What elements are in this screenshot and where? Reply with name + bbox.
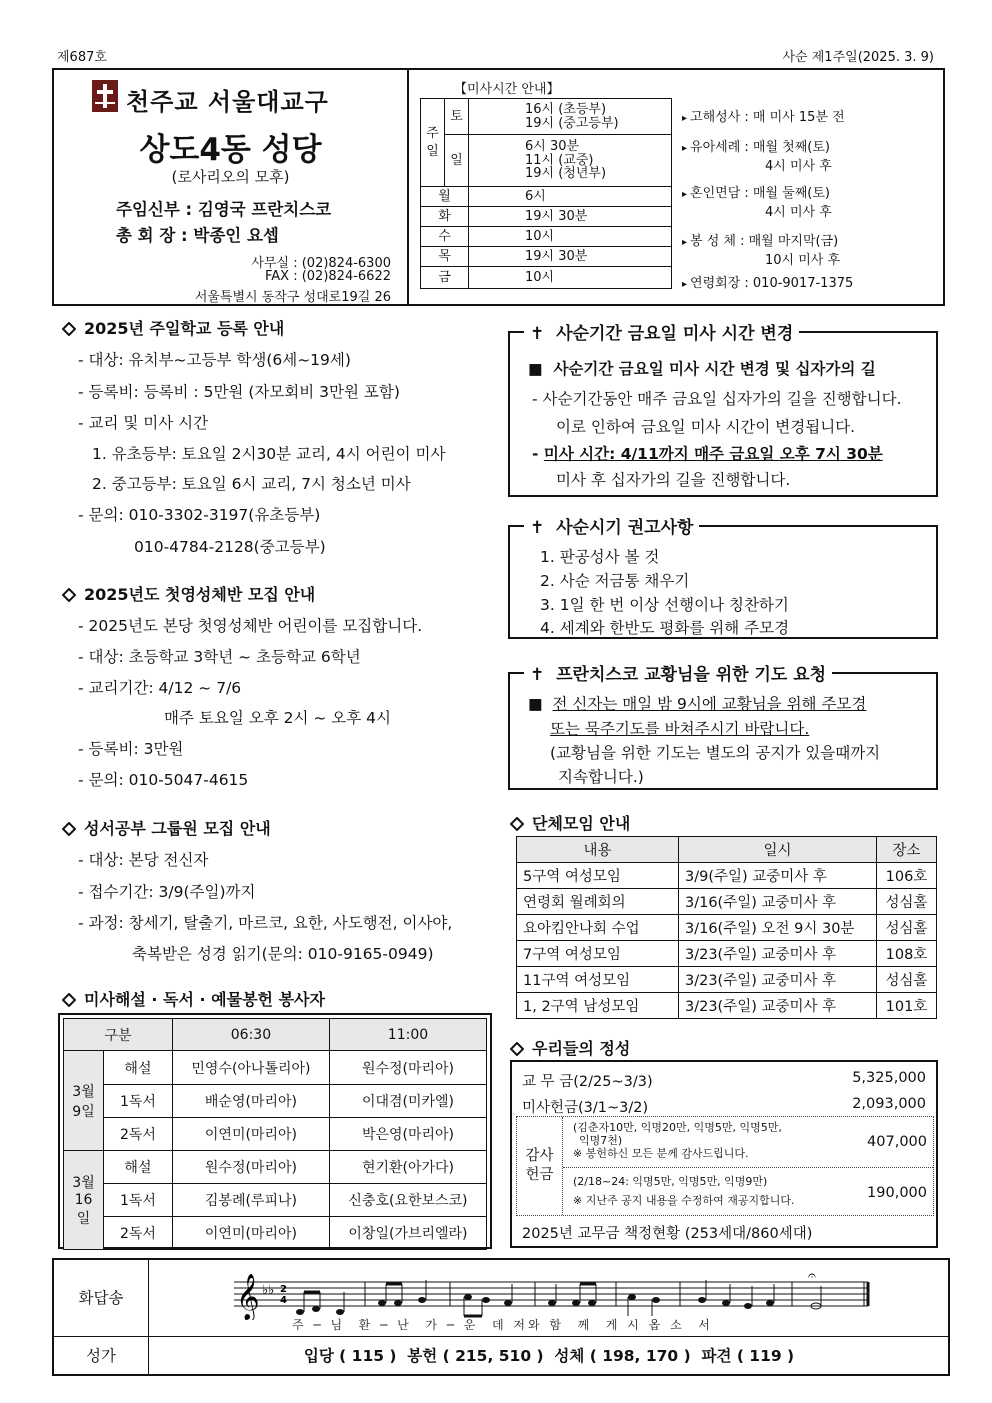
triangle-bullet-icon: ▸ [682, 237, 688, 248]
parish-name: 상도4동 성당 [139, 132, 322, 168]
diocese-logo [92, 80, 118, 112]
date-cell: 3월 16일 [64, 1151, 104, 1250]
lent-friday-box [508, 324, 938, 497]
thu-time: 19시 30분 [469, 247, 672, 267]
thanks-donors-2: (2/18~24: 익명5만, 익명5만, 익명9만) ※ 지난주 공지 내용을 수정하여 재공지합니다. [573, 1175, 795, 1207]
communion-visit-info: ▸ 봉 성 체 : 매월 마지막(금) 10시 미사 후 [682, 234, 841, 268]
psalm-label: 화답송 [78, 1289, 124, 1307]
table-row [517, 993, 937, 1019]
sunday-school-line: - 대상: 유치부~고등부 학생(6세~19세) [78, 351, 351, 369]
sun-times: 6시 30분 11시 (교중) 19시 (청년부) [469, 135, 672, 187]
sunday-school-line: - 등록비: 등록비 : 5만원 (자모회비 3만원 포함) [78, 383, 400, 401]
triangle-bullet-icon: ▸ [682, 279, 688, 290]
communion-line: - 문의: 010-5047-4615 [78, 771, 249, 789]
diamond-bullet-icon [62, 993, 76, 1007]
sunday-group-label: 주 일 [421, 99, 445, 187]
sun-label: 일 [445, 135, 469, 187]
group-time: 3/23(주일) 교중미사 후 [679, 941, 877, 967]
groups-table [516, 836, 937, 1019]
bible-study-title: 성서공부 그룹원 모집 안내 [62, 816, 271, 839]
lent-advice-item: 3. 1일 한 번 이상 선행이나 칭찬하기 [540, 596, 789, 614]
server-cell: 이창일(가브리엘라) [329, 1217, 486, 1250]
header-cell: 일시 [679, 837, 877, 863]
cross-icon: ✝ [530, 324, 545, 344]
group-name: 11구역 여성모임 [517, 967, 679, 993]
group-place: 106호 [877, 863, 937, 889]
group-name: 요아킴안나회 수업 [517, 915, 679, 941]
offering-amount: 5,325,000 [852, 1070, 926, 1086]
fri-time: 10시 [469, 267, 672, 289]
sunday-school-line: - 문의: 010-3302-3197(유초등부) [78, 506, 321, 524]
diamond-bullet-icon [62, 588, 76, 602]
bible-study-line: - 과정: 창세기, 탈출기, 마르코, 요한, 사도행전, 이사야, [78, 914, 453, 932]
diamond-bullet-icon [510, 1042, 524, 1056]
sunday-school-line: 1. 유초등부: 토요일 2시30분 교리, 4시 어린이 미사 [92, 445, 446, 463]
tithe-status: 2025년 교무금 책정현황 (253세대/860세대) [522, 1226, 813, 1242]
header-box [52, 68, 945, 306]
group-time: 3/23(주일) 교중미사 후 [679, 993, 877, 1019]
office-phone: 사무실 : (02)824-6300 [251, 256, 391, 271]
header-cell: 장소 [877, 837, 937, 863]
thu-label: 목 [421, 247, 469, 267]
triangle-bullet-icon: ▸ [682, 143, 688, 154]
hymn-label: 성가 [86, 1347, 116, 1365]
wed-label: 수 [421, 227, 469, 247]
pope-prayer-line: 지속합니다.) [558, 768, 644, 786]
group-time: 3/16(주일) 교중미사 후 [679, 889, 877, 915]
divider [563, 1167, 933, 1168]
council-chair: 총 회 장 : 박종인 요셉 [116, 226, 279, 245]
lent-advice-item: 2. 사순 저금통 채우기 [540, 572, 690, 590]
marriage-info: ▸ 혼인면담 : 매월 둘째(토) 4시 미사 후 [682, 186, 832, 220]
group-time: 3/9(주일) 교중미사 후 [679, 863, 877, 889]
sat-label: 토 [445, 99, 469, 135]
server-cell: 신충호(요한보스코) [329, 1184, 486, 1217]
servers-table [63, 1018, 487, 1250]
mass-times-table [420, 98, 672, 289]
mon-label: 월 [421, 187, 469, 207]
server-cell: 박은영(마리아) [329, 1118, 486, 1151]
group-name: 1, 2구역 남성모임 [517, 993, 679, 1019]
servers-title: 미사해설 · 독서 · 예물봉헌 봉사자 [62, 987, 325, 1010]
table-row [517, 915, 937, 941]
server-cell: 원수정(마리아) [172, 1151, 329, 1184]
square-bullet-icon: ■ [528, 695, 543, 713]
diamond-bullet-icon [510, 817, 524, 831]
psalm-lyrics: 주 ─ 님 환 ─ 난 가 ─ 운 데 저와 함 께 게 시 옵 소 서 [292, 1318, 713, 1332]
role-cell: 2독서 [104, 1217, 173, 1250]
lent-friday-line: - 사순기간동안 매주 금요일 십자가의 길을 진행합니다. [532, 390, 902, 408]
header-cell: 내용 [517, 837, 679, 863]
diamond-bullet-icon [62, 322, 76, 336]
role-cell: 해설 [104, 1051, 173, 1085]
groups-title: 단체모임 안내 [510, 811, 630, 834]
group-place: 성심홀 [877, 915, 937, 941]
tue-label: 화 [421, 207, 469, 227]
sunday-school-title: 2025년 주일학교 등록 안내 [62, 316, 284, 339]
communion-class-title: 2025년도 첫영성체반 모집 안내 [62, 582, 315, 605]
confession-info: ▸ 고해성사 : 매 미사 15분 전 [682, 110, 845, 125]
sat-times: 16시 (초등부) 19시 (중고등부) [469, 99, 672, 135]
role-cell: 해설 [104, 1151, 173, 1184]
lent-friday-time: - 미사 시간: 4/11까지 매주 금요일 오후 7시 30분 [532, 445, 883, 463]
sunday-school-line: - 교리 및 미사 시간 [78, 414, 209, 432]
header-cell: 06:30 [172, 1019, 329, 1051]
thanks-donors-1: (김춘자10만, 익명20만, 익명5만, 익명5만, 익명7천) ※ 봉헌하신 모든 분께 감사드립니다. [573, 1121, 782, 1161]
lent-friday-line: 미사 후 십자가의 길을 진행합니다. [556, 471, 791, 489]
square-bullet-icon: ■ [528, 360, 543, 378]
psalm-music-score [232, 1268, 932, 1320]
parish-patron: (로사리오의 모후) [171, 168, 290, 186]
pastor-name: 주임신부 : 김영국 프란치스코 [116, 200, 332, 219]
svg-text:𝄐: 𝄐 [808, 1268, 816, 1284]
group-place: 성심홀 [877, 967, 937, 993]
group-name: 7구역 여성모임 [517, 941, 679, 967]
table-row [517, 941, 937, 967]
role-cell: 1독서 [104, 1184, 173, 1217]
table-row [517, 967, 937, 993]
svg-text:♭♭: ♭♭ [262, 1283, 275, 1298]
lent-advice-box [508, 518, 938, 639]
bible-study-line: 축복받은 성경 읽기(문의: 010-9165-0949) [132, 945, 434, 963]
pope-prayer-line: ■ 전 신자는 매일 밤 9시에 교황님을 위해 주모경 [528, 695, 867, 713]
communion-line: - 교리기간: 4/12 ~ 7/6 [78, 679, 242, 697]
table-row [517, 863, 937, 889]
fax-number: FAX : (02)824-6622 [264, 269, 391, 284]
mon-time: 6시 [469, 187, 672, 207]
server-cell: 민영수(아나톨리아) [172, 1051, 329, 1085]
triangle-bullet-icon: ▸ [682, 113, 688, 124]
svg-text:2: 2 [280, 1284, 287, 1295]
issue-number: 제687호 [57, 50, 107, 65]
diocese-name: 천주교 서울대교구 [126, 88, 329, 116]
thanks-label: 감사 헌금 [517, 1117, 563, 1215]
lent-friday-headline: ■ 사순기간 금요일 미사 시간 변경 및 십자가의 길 [528, 360, 876, 378]
group-time: 3/23(주일) 교중미사 후 [679, 967, 877, 993]
pope-prayer-title: ✝ 프란치스코 교황님을 위한 기도 요청 [524, 660, 832, 685]
group-place: 101호 [877, 993, 937, 1019]
server-cell: 이연미(마리아) [172, 1217, 329, 1250]
offering-label: 교 무 금(2/25~3/3) [522, 1074, 653, 1090]
offering-title: 우리들의 정성 [510, 1036, 630, 1059]
server-cell: 배순영(마리아) [172, 1085, 329, 1118]
lent-friday-line: 이로 인하여 금요일 미사 시간이 변경됩니다. [556, 418, 856, 436]
pope-prayer-line: 또는 묵주기도를 바쳐주시기 바랍니다. [550, 720, 810, 738]
funeral-assoc-info: ▸ 연령회장 : 010-9017-1375 [682, 276, 854, 291]
server-cell: 현기환(아가다) [329, 1151, 486, 1184]
servers-box [58, 1013, 492, 1249]
cross-icon: ✝ [530, 518, 545, 538]
bottom-box [52, 1258, 950, 1376]
lent-advice-item: 4. 세계와 한반도 평화를 위해 주모경 [540, 619, 790, 637]
header-cell: 11:00 [329, 1019, 486, 1051]
offering-amount: 2,093,000 [852, 1096, 926, 1112]
pope-prayer-line: (교황님을 위한 기도는 별도의 공지가 있을때까지 [550, 744, 881, 762]
mass-times-title: 【미사시간 안내】 [454, 82, 560, 97]
offering-box [510, 1060, 938, 1248]
triangle-bullet-icon: ▸ [682, 189, 688, 200]
role-cell: 2독서 [104, 1118, 173, 1151]
tue-time: 19시 30분 [469, 207, 672, 227]
thanks-offering-block [516, 1116, 934, 1216]
date-cell: 3월 9일 [64, 1051, 104, 1151]
group-name: 5구역 여성모임 [517, 863, 679, 889]
parish-address: 서울특별시 동작구 성대로19길 26 [194, 290, 391, 305]
treble-clef-icon: 𝄞 [236, 1274, 260, 1320]
server-cell: 원수정(마리아) [329, 1051, 486, 1085]
bible-study-line: - 접수기간: 3/9(주일)까지 [78, 883, 256, 901]
diamond-bullet-icon [62, 822, 76, 836]
pope-prayer-box [508, 665, 938, 790]
group-place: 108호 [877, 941, 937, 967]
thanks-amount-2: 190,000 [867, 1185, 927, 1201]
server-cell: 이연미(마리아) [172, 1118, 329, 1151]
lent-advice-item: 1. 판공성사 볼 것 [540, 548, 660, 566]
wed-time: 10시 [469, 227, 672, 247]
fri-label: 금 [421, 267, 469, 289]
group-time: 3/16(주일) 오전 9시 30분 [679, 915, 877, 941]
baptism-info: ▸ 유아세례 : 매월 첫째(토) 4시 미사 후 [682, 140, 832, 174]
svg-text:4: 4 [280, 1295, 287, 1306]
communion-line: - 2025년도 본당 첫영성체반 어린이를 모집합니다. [78, 617, 423, 635]
bible-study-line: - 대상: 본당 전신자 [78, 851, 209, 869]
communion-line: - 등록비: 3만원 [78, 740, 184, 758]
group-place: 성심홀 [877, 889, 937, 915]
server-cell: 김봉례(루피나) [172, 1184, 329, 1217]
thanks-amount-1: 407,000 [867, 1134, 927, 1150]
offering-label: 미사헌금(3/1~3/2) [522, 1100, 649, 1116]
communion-line: 매주 토요일 오후 2시 ~ 오후 4시 [164, 709, 391, 727]
server-cell: 이대겸(미카엘) [329, 1085, 486, 1118]
hymn-numbers: 입당 ( 115 ) 봉헌 ( 215, 510 ) 성체 ( 198, 170 ) 파견 ( 119 ) [303, 1347, 795, 1365]
sunday-school-line: 010-4784-2128(중고등부) [134, 538, 326, 556]
communion-line: - 대상: 초등학교 3학년 ~ 초등학교 6학년 [78, 648, 361, 666]
lent-advice-title: ✝ 사순시기 권고사항 [524, 513, 699, 538]
group-name: 연령회 월례회의 [517, 889, 679, 915]
sunday-school-line: 2. 중고등부: 토요일 6시 교리, 7시 청소년 미사 [92, 475, 411, 493]
header-cell: 구분 [64, 1019, 173, 1051]
lent-friday-title: ✝ 사순기간 금요일 미사 시간 변경 [524, 319, 799, 344]
role-cell: 1독서 [104, 1085, 173, 1118]
parish-info [54, 70, 409, 304]
table-row [517, 889, 937, 915]
issue-date: 사순 제1주일(2025. 3. 9) [782, 50, 934, 65]
cross-icon: ✝ [530, 665, 545, 685]
